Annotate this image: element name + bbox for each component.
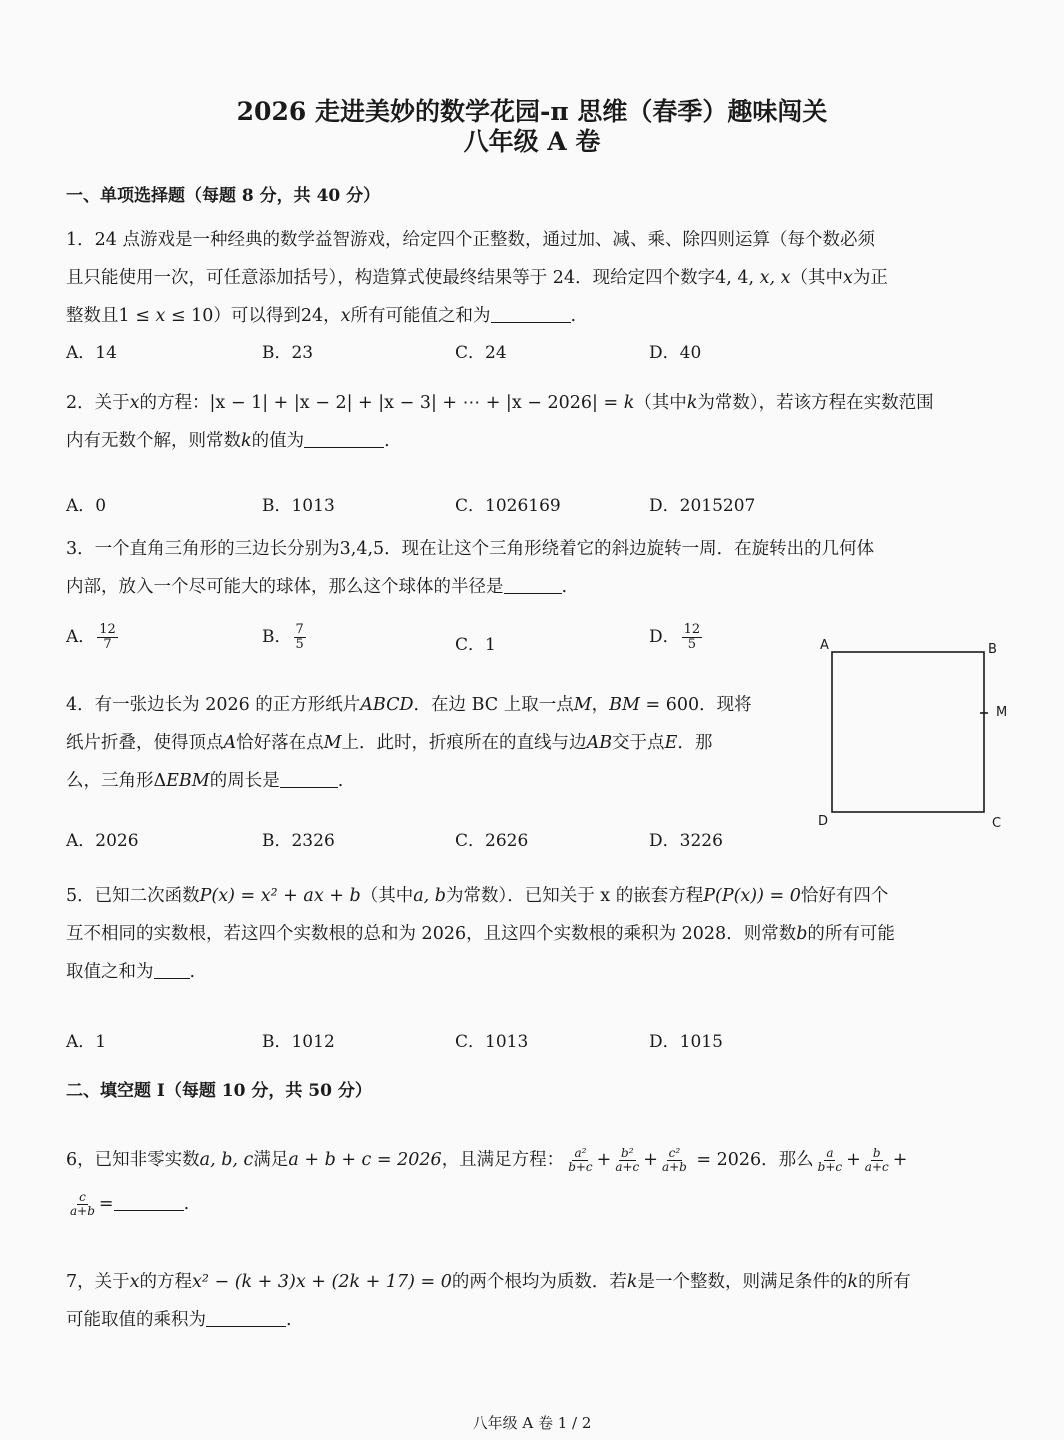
q4-line2: 纸片折叠，使得顶点A恰好落在点M上．此时，折痕所在的直线与边AB交于点E．那	[66, 733, 713, 753]
answer-blank	[491, 305, 571, 324]
answer-blank	[504, 576, 562, 595]
q3-option-c[interactable]: C．1	[455, 635, 496, 655]
q4-line3: 么，三角形ΔEBM的周长是 .	[66, 771, 344, 791]
q1-line2: 且只能使用一次，可任意添加括号），构造算式使最终结果等于 24．现给定四个数字4, 4, x, x（其中x为正	[66, 268, 888, 288]
answer-blank	[280, 770, 338, 789]
q1-line3: 整数且1 ≤ x ≤ 10）可以得到24，x所有可能值之和为 .	[66, 306, 577, 326]
q4-option-d[interactable]: D．3226	[649, 831, 723, 851]
q1-option-a[interactable]: A．14	[66, 343, 117, 363]
label-c: C	[992, 816, 1002, 831]
answer-blank	[114, 1193, 184, 1212]
answer-blank	[154, 961, 190, 980]
section-heading-choice: 一、单项选择题（每题 8 分，共 40 分）	[66, 186, 381, 206]
page-footer: 八年级 A 卷 1 / 2	[472, 1414, 592, 1432]
q1-line1: 1．24 点游戏是一种经典的数学益智游戏，给定四个正整数，通过加、减、乘、除四则运算（每个数必须	[66, 230, 875, 250]
q6-line1: 6，已知非零实数a, b, c满足a + b + c = 2026，且满足方程： $\frac{\text{a²}}{b+c}$ + $\frac{\text{b²}}{a+c}$ + $\frac{\text{c²}}{a+b}$ = 2026．那么 $\frac{a}{b+c}$ + $\frac{b}{a+c}$ +	[66, 1146, 908, 1174]
q2-line2: 内有无数个解，则常数k的值为 .	[66, 431, 390, 451]
question-4	[66, 686, 752, 800]
q3-option-a[interactable]: A． $\frac{12}{7}$	[66, 622, 116, 652]
answer-blank	[304, 430, 384, 449]
label-m: M	[996, 705, 1008, 720]
q4-option-c[interactable]: C．2626	[455, 831, 529, 851]
question-5	[66, 877, 895, 991]
q4-option-b[interactable]: B．2326	[262, 831, 335, 851]
q5-option-d[interactable]: D．1015	[649, 1032, 723, 1052]
q5-line3: 取值之和为 .	[66, 962, 196, 982]
q3-line2: 内部，放入一个尽可能大的球体，那么这个球体的半径是 .	[66, 577, 568, 597]
q5-option-b[interactable]: B．1012	[262, 1032, 335, 1052]
square-diagram	[808, 630, 1038, 840]
label-d: D	[818, 814, 829, 829]
question-1	[66, 221, 888, 335]
q2-option-c[interactable]: C．1026169	[455, 496, 561, 516]
q2-option-b[interactable]: B．1013	[262, 496, 335, 516]
question-6	[66, 1138, 907, 1226]
label-b: B	[988, 642, 997, 657]
exam-title: 2026 走进美妙的数学花园-π 思维（春季）趣味闯关	[236, 97, 828, 126]
q5-option-c[interactable]: C．1013	[455, 1032, 529, 1052]
q2-line1: 2．关于x的方程：|x − 1| + |x − 2| + |x − 3| + ⋯ + |x − 2026| = k（其中k为常数），若该方程在实数范围	[66, 393, 934, 413]
q6-line2: $\frac{c}{a+b}$ = .	[70, 1190, 190, 1218]
q3-line1: 3．一个直角三角形的三边长分别为3,4,5．现在让这个三角形绕着它的斜边旋转一周．在旋转出的几何体	[66, 539, 875, 559]
q7-line1: 7，关于x的方程x² − (k + 3)x + (2k + 17) = 0的两个根均为质数．若k是一个整数，则满足条件的k的所有	[66, 1272, 911, 1292]
q1-option-b[interactable]: B．23	[262, 343, 314, 363]
q7-line2: 可能取值的乘积为 .	[66, 1310, 292, 1330]
square-abcd	[832, 652, 984, 812]
q3-option-d[interactable]: D． $\frac{12}{5}$	[649, 622, 701, 652]
q5-line1: 5．已知二次函数P(x) = x² + ax + b（其中a, b为常数）．已知关于 x 的嵌套方程P(P(x)) = 0恰好有四个	[66, 886, 889, 906]
answer-blank	[206, 1309, 286, 1328]
q3-option-b[interactable]: B． $\frac{7}{5}$	[262, 622, 304, 652]
exam-subtitle: 八年级 A 卷	[463, 127, 601, 156]
q5-line2: 互不相同的实数根，若这四个实数根的总和为 2026，且这四个实数根的乘积为 2028．则常数b的所有可能	[66, 924, 895, 944]
question-7	[66, 1263, 911, 1339]
q2-option-d[interactable]: D．2015207	[649, 496, 756, 516]
q2-option-a[interactable]: A．0	[66, 496, 107, 516]
label-a: A	[820, 638, 829, 653]
square-figure	[808, 630, 1038, 840]
question-2	[66, 384, 934, 460]
section-heading-fill: 二、填空题 I（每题 10 分，共 50 分）	[66, 1081, 372, 1101]
q4-line1: 4．有一张边长为 2026 的正方形纸片ABCD．在边 BC 上取一点M，BM = 600．现将	[66, 695, 752, 715]
q1-option-c[interactable]: C．24	[455, 343, 507, 363]
q4-option-a[interactable]: A．2026	[66, 831, 139, 851]
q5-option-a[interactable]: A．1	[66, 1032, 107, 1052]
q1-option-d[interactable]: D．40	[649, 343, 702, 363]
question-3	[66, 530, 874, 606]
